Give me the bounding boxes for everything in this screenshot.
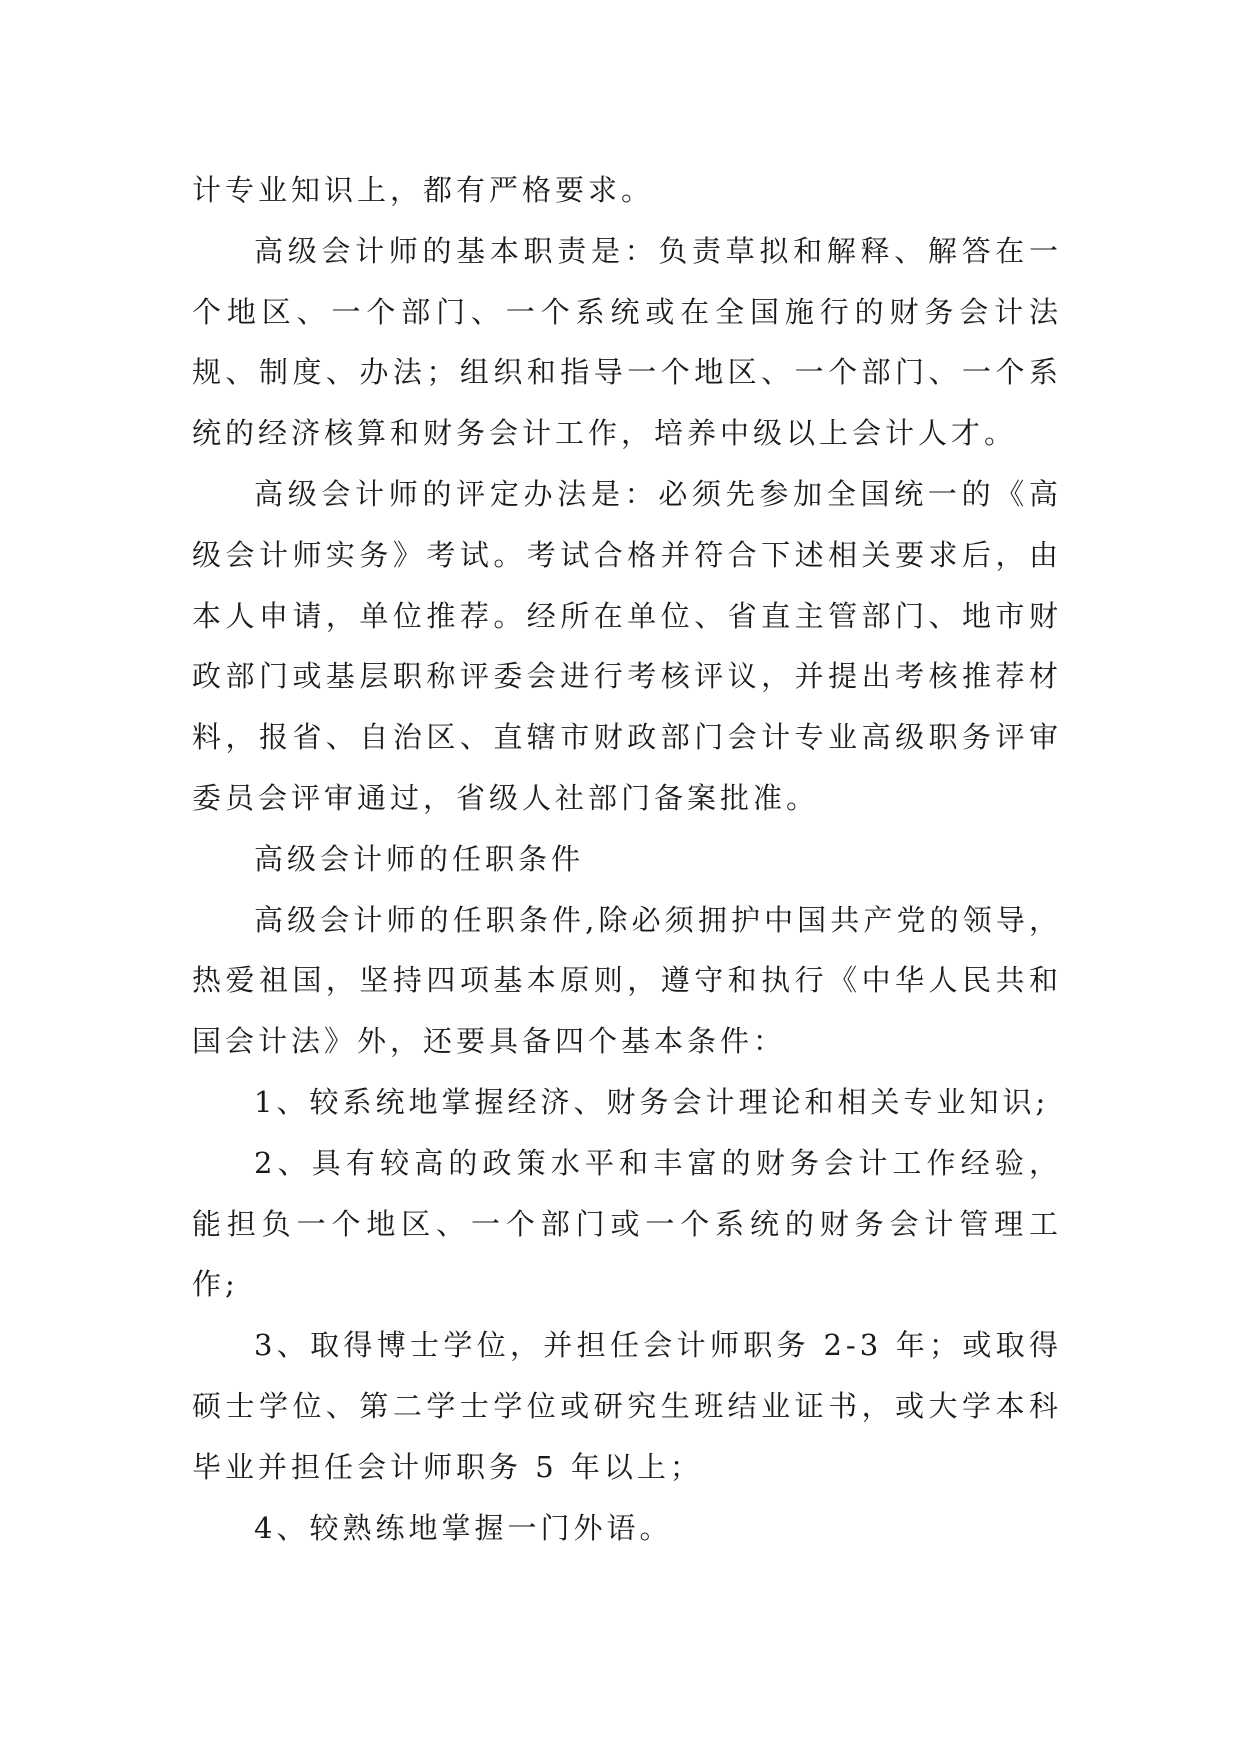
document-body — [192, 160, 1062, 1558]
list-item-3: 3、取得博士学位，并担任会计师职务 2-3 年；或取得硕士学位、第二学士学位或研究生班结业证书，或大学本科毕业并担任会计师职务 5 年以上； — [192, 1328, 1062, 1484]
list-item-4: 4、较熟练地掌握一门外语。 — [254, 1510, 673, 1545]
paragraph-basic-duties: 高级会计师的基本职责是：负责草拟和解释、解答在一个地区、一个部门、一个系统或在全国施行的财务会计法规、制度、办法；组织和指导一个地区、一个部门、一个系统的经济核算和财务会计工作，培养中级以上会计人才。 — [192, 233, 1062, 451]
paragraph-continuation: 计专业知识上，都有严格要求。 — [192, 173, 655, 207]
paragraph-qualifications-intro: 高级会计师的任职条件,除必须拥护中国共产党的领导，热爱祖国，坚持四项基本原则，遵守和执行《中华人民共和国会计法》外，还要具备四个基本条件： — [192, 902, 1062, 1059]
list-item-1: 1、较系统地掌握经济、财务会计理论和相关专业知识; — [254, 1084, 1050, 1119]
section-heading-qualifications: 高级会计师的任职条件 — [254, 841, 585, 876]
paragraph-evaluation-method: 高级会计师的评定办法是：必须先参加全国统一的《高级会计师实务》考试。考试合格并符合下述相关要求后，由本人申请，单位推荐。经所在单位、省直主管部门、地市财政部门或基层职称评委会进行考核评议，并提出考核推荐材料，报省、自治区、直辖市财政部门会计专业高级职务评审委员会评审通过，省级人社部门备案批准。 — [192, 476, 1062, 815]
list-item-2: 2、具有较高的政策水平和丰富的财务会计工作经验，能担负一个地区、一个部门或一个系统的财务会计管理工作; — [192, 1145, 1062, 1302]
